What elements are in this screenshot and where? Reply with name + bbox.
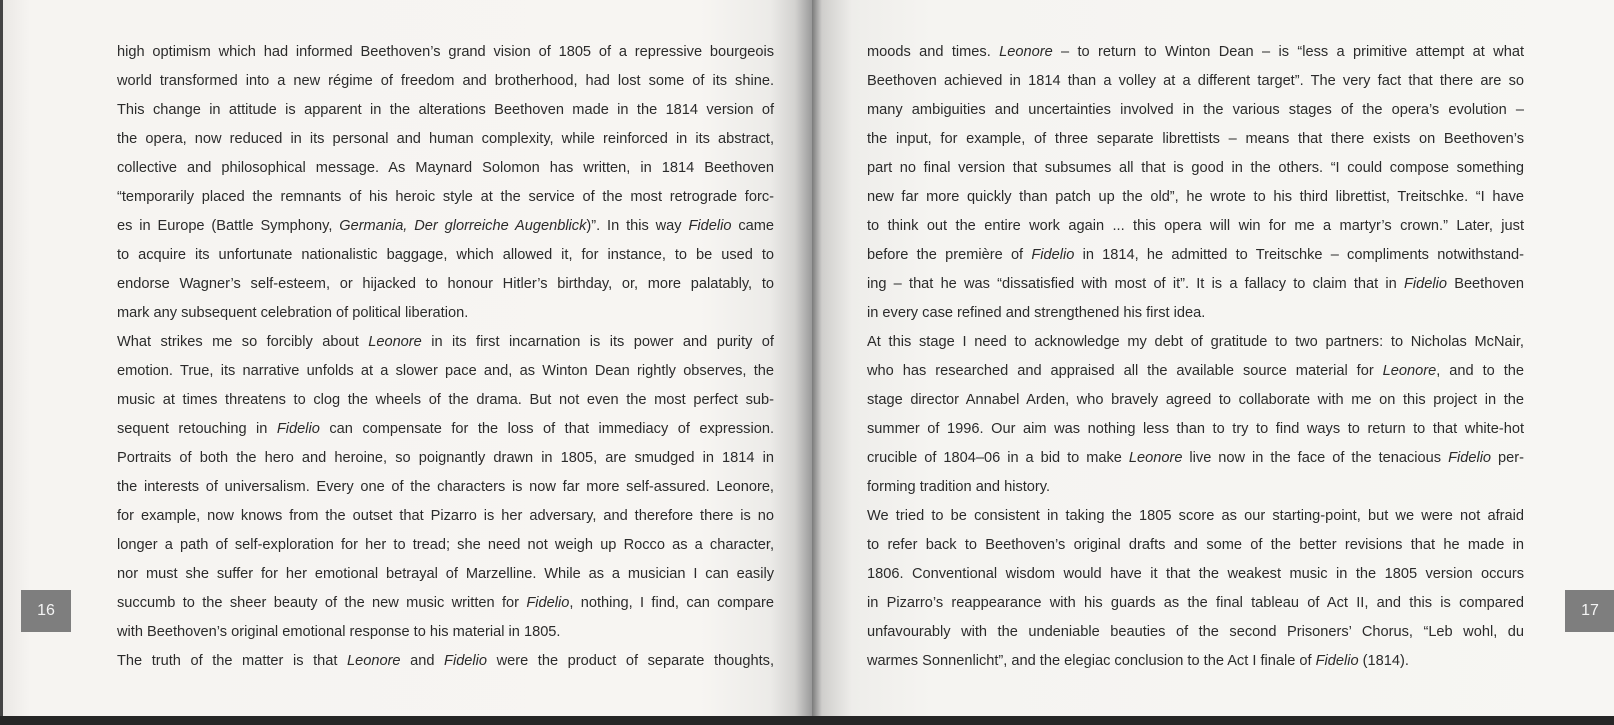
text-run: nor must she suffer for her emotional betrayal of Marzelline. While as a musician I can easily — [117, 566, 774, 582]
text-run: many ambiguities and uncertainties involved in the various stages of the opera’s evolution – — [867, 102, 1524, 118]
text-run: who has researched and appraised all the available source material for — [867, 363, 1383, 379]
text-run: to refer back to Beethoven’s original drafts and some of the better revisions that he made in — [867, 537, 1524, 553]
italic-title: Fidelio — [1448, 450, 1492, 466]
text-line — [117, 96, 774, 125]
text-run: in its first incarnation is its power and purity of — [421, 334, 774, 350]
text-line — [117, 502, 774, 531]
text-run: endorse Wagner’s self-esteem, or hijacked to honour Hitler’s birthday, or, more palatably, to — [117, 276, 774, 292]
text-line — [867, 647, 1524, 676]
book-left-edge — [0, 0, 3, 716]
paragraph — [867, 502, 1524, 676]
text-run: in every case refined and strengthened his first idea. — [867, 305, 1206, 321]
text-run: ing – that he was “dissatisfied with most of it”. It is a fallacy to claim that in — [867, 276, 1404, 292]
text-run: crucible of 1804–06 in a bid to make — [867, 450, 1129, 466]
paragraph — [117, 38, 774, 328]
text-line — [867, 444, 1524, 473]
italic-title: Fidelio — [1031, 247, 1075, 263]
paragraph — [117, 328, 774, 647]
text-line — [117, 241, 774, 270]
text-line — [117, 473, 774, 502]
text-run: summer of 1996. Our aim was nothing less than to try to find ways to return to that white-hot — [867, 421, 1524, 437]
text-line — [117, 183, 774, 212]
text-line — [117, 618, 774, 647]
text-run: in 1814, he admitted to Treitschke – compliments notwithstand- — [1074, 247, 1524, 263]
text-run: This change in attitude is apparent in the alterations Beethoven made in the 1814 version of — [117, 102, 774, 118]
text-line — [867, 96, 1524, 125]
text-run: What strikes me so forcibly about — [117, 334, 369, 350]
text-run: stage director Annabel Arden, who bravely agreed to collaborate with me on this project in the — [867, 392, 1524, 408]
text-run: to think out the entire work again ... this opera will win for me a martyr’s crown.” Later, just — [867, 218, 1524, 234]
italic-title: Fidelio — [1404, 276, 1447, 292]
text-line — [117, 299, 774, 328]
italic-title: Germania, Der glorreiche Augenblick — [339, 218, 587, 234]
text-run: , and to the — [1436, 363, 1525, 379]
paragraph — [867, 328, 1524, 502]
text-run: “temporarily placed the remnants of his heroic style at the service of the most retrograde forc- — [117, 189, 774, 205]
text-line — [117, 647, 774, 676]
text-run: warmes Sonnenlicht”, and the elegiac conclusion to the Act I finale of — [867, 653, 1316, 669]
text-run: before the première of — [867, 247, 1032, 263]
book-bottom-edge — [0, 716, 1614, 725]
text-run: can compensate for the loss of that immediacy of expression. — [319, 421, 774, 437]
left-page-text — [117, 38, 774, 676]
paragraph — [867, 38, 1524, 328]
text-run: (1814). — [1358, 653, 1409, 669]
text-run: to acquire its unfortunate nationalistic baggage, which allowed it, for instance, to be used to — [117, 247, 774, 263]
text-run: mark any subsequent celebration of political liberation. — [117, 305, 469, 321]
text-line — [867, 154, 1524, 183]
text-line — [867, 560, 1524, 589]
page-number-right: 17 — [1565, 590, 1614, 632]
text-line — [867, 241, 1524, 270]
text-line — [867, 183, 1524, 212]
paragraph — [117, 647, 774, 676]
text-line — [867, 357, 1524, 386]
text-run: longer a path of self-exploration for her to tread; she need not weigh up Rocco as a character, — [117, 537, 774, 553]
text-line — [867, 212, 1524, 241]
text-run: – to return to Winton Dean – is “less a primitive attempt at what — [1052, 44, 1524, 60]
text-run: es in Europe (Battle Symphony, — [117, 218, 340, 234]
text-run: Portraits of both the hero and heroine, so poignantly drawn in 1805, are smudged in 1814 in — [117, 450, 774, 466]
text-line — [867, 270, 1524, 299]
italic-title: Fidelio — [1315, 653, 1359, 669]
text-run: world transformed into a new régime of freedom and brotherhood, had lost some of its shine. — [117, 73, 774, 89]
text-run: Beethoven — [1447, 276, 1524, 292]
text-run: sequent retouching in — [117, 421, 277, 437]
text-run: in Pizarro’s reappearance with his guards as the final tableau of Act II, and this is compared — [867, 595, 1524, 611]
text-line — [117, 154, 774, 183]
italic-title: Fidelio — [444, 653, 488, 669]
text-line — [867, 125, 1524, 154]
text-line — [867, 328, 1524, 357]
text-run: moods and times. — [867, 44, 1000, 60]
italic-title: Leonore — [999, 44, 1053, 60]
text-line — [117, 415, 774, 444]
text-line — [867, 415, 1524, 444]
text-line — [117, 444, 774, 473]
text-line — [117, 125, 774, 154]
text-run: Beethoven achieved in 1814 than a volley at a different target”. The very fact that there are so — [867, 73, 1524, 89]
text-line — [867, 67, 1524, 96]
text-line — [867, 531, 1524, 560]
text-line — [117, 67, 774, 96]
italic-title: Leonore — [346, 653, 401, 669]
italic-title: Fidelio — [688, 218, 732, 234]
text-line — [117, 531, 774, 560]
page-number-left: 16 — [21, 590, 71, 632]
text-line — [867, 386, 1524, 415]
text-run: live now in the face of the tenacious — [1182, 450, 1449, 466]
text-run: per- — [1491, 450, 1524, 466]
text-line — [117, 328, 774, 357]
text-run: , nothing, I find, can compare — [569, 595, 774, 611]
text-run: forming tradition and history. — [867, 479, 1051, 495]
text-run: the interests of universalism. Every one of the characters is now far more self-assured. Leonore, — [117, 479, 774, 495]
italic-title: Leonore — [368, 334, 422, 350]
text-run: emotion. True, its narrative unfolds at a slower pace and, as Winton Dean rightly observes, the — [117, 363, 774, 379]
text-run: The truth of the matter is that — [117, 653, 347, 669]
text-line — [117, 38, 774, 67]
text-line — [117, 357, 774, 386]
text-line — [117, 212, 774, 241]
text-run: for example, now knows from the outset that Pizarro is her adversary, and therefore there is no — [117, 508, 774, 524]
text-run: At this stage I need to acknowledge my debt of gratitude to two partners: to Nicholas McNair, — [867, 334, 1524, 350]
text-run: music at times threatens to clog the wheels of the drama. But not even the most perfect sub- — [117, 392, 774, 408]
text-line — [117, 589, 774, 618]
text-line — [117, 560, 774, 589]
text-run: We tried to be consistent in taking the 1805 score as our starting-point, but we were not afraid — [867, 508, 1524, 524]
text-run: new far more quickly than patch up the old”, he wrote to his third librettist, Treitschke. “I have — [867, 189, 1524, 205]
text-line — [867, 299, 1524, 328]
text-run: succumb to the sheer beauty of the new music written for — [117, 595, 527, 611]
text-line — [867, 473, 1524, 502]
text-line — [117, 270, 774, 299]
right-page — [812, 0, 1614, 716]
text-run: with Beethoven’s original emotional response to his material in 1805. — [117, 624, 561, 640]
text-run: the opera, now reduced in its personal and human complexity, while reinforced in its abstract, — [117, 131, 774, 147]
italic-title: Leonore — [1128, 450, 1183, 466]
text-run: part no final version that subsumes all that is good in the others. “I could compose something — [867, 160, 1524, 176]
right-page-text — [867, 38, 1524, 676]
text-line — [867, 589, 1524, 618]
text-run: came — [731, 218, 775, 234]
text-run: high optimism which had informed Beethoven’s grand vision of 1805 of a repressive bourgeois — [117, 44, 774, 60]
italic-title: Fidelio — [526, 595, 570, 611]
text-run: the input, for example, of three separate librettists – means that there exists on Beethoven’s — [867, 131, 1524, 147]
text-line — [867, 502, 1524, 531]
italic-title: Leonore — [1382, 363, 1437, 379]
text-run: unfavourably with the undeniable beauties of the second Prisoners’ Chorus, “Leb wohl, du — [867, 624, 1524, 640]
italic-title: Fidelio — [276, 421, 320, 437]
text-line — [867, 38, 1524, 67]
left-page — [0, 0, 812, 716]
text-run: and — [400, 653, 445, 669]
text-run: )”. In this way — [586, 218, 689, 234]
text-line — [867, 618, 1524, 647]
text-run: collective and philosophical message. As Maynard Solomon has written, in 1814 Beethoven — [117, 160, 774, 176]
text-run: were the product of separate thoughts, — [487, 653, 774, 669]
text-line — [117, 386, 774, 415]
text-run: 1806. Conventional wisdom would have it that the weakest music in the 1805 version occurs — [867, 566, 1524, 582]
